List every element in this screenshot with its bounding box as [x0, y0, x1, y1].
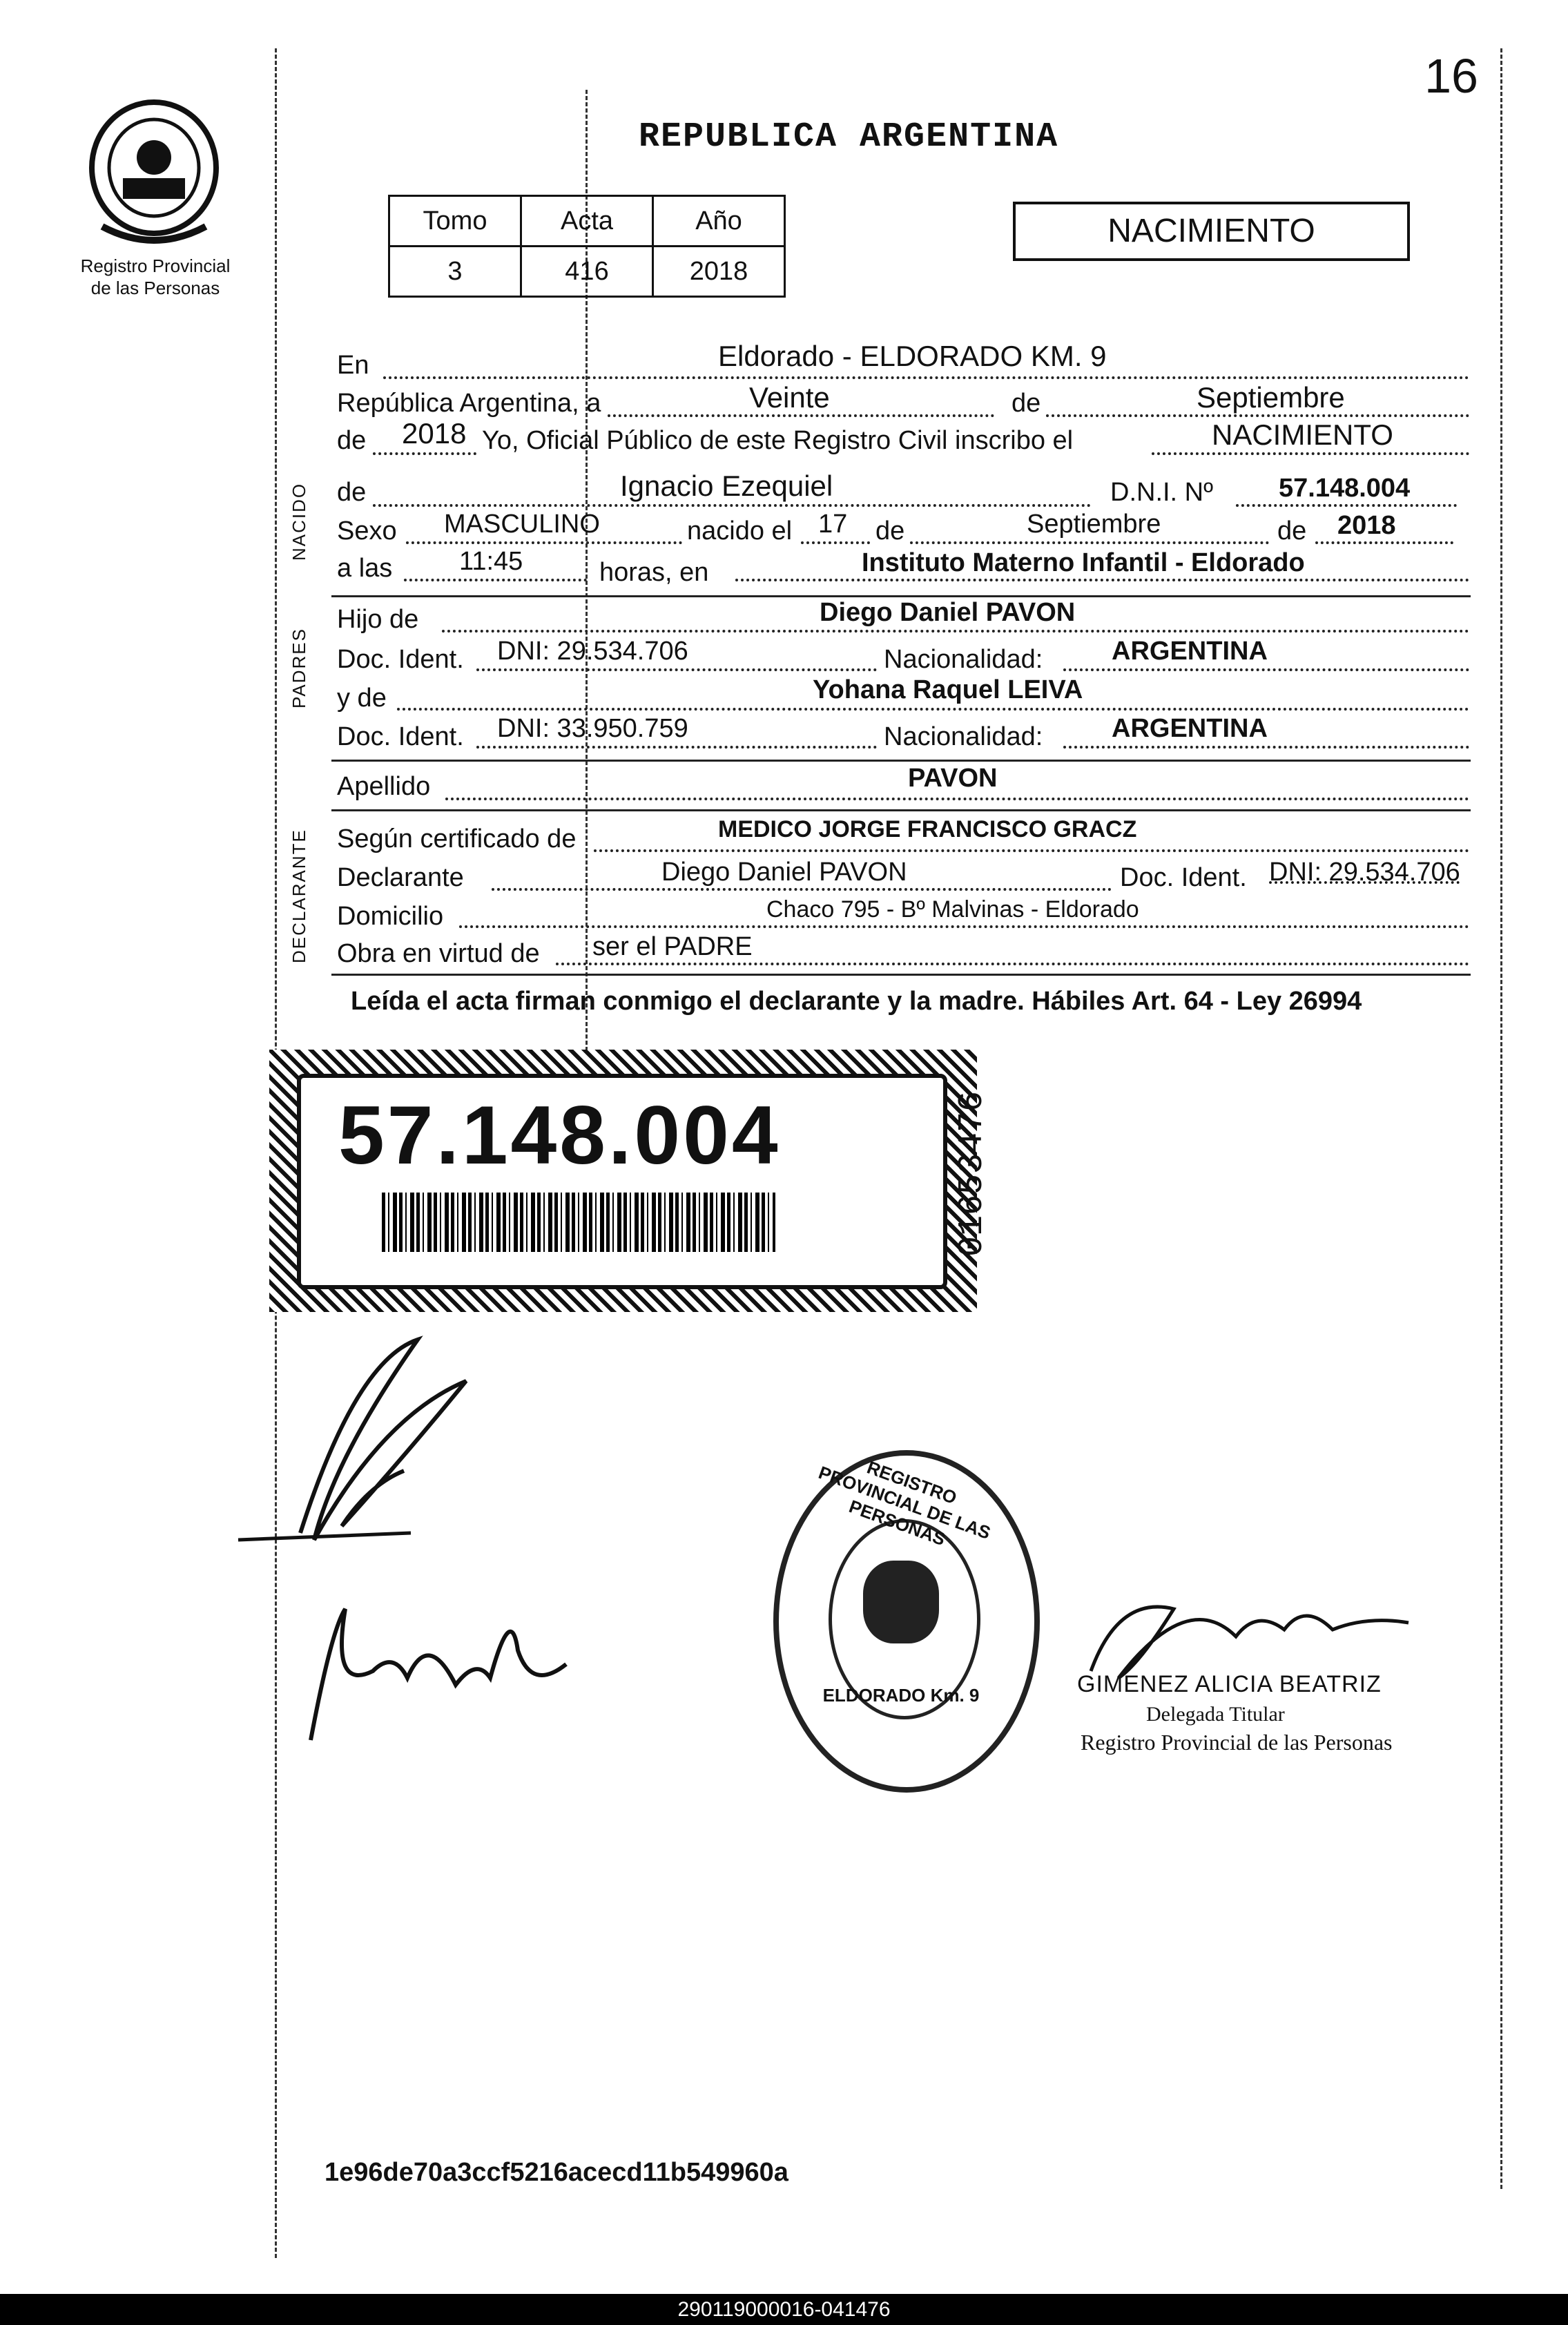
stamp-emblem-icon: [863, 1561, 939, 1643]
dots-apellido: [445, 798, 1469, 800]
label-de-mes: de: [1012, 389, 1041, 418]
value-anio: 2018: [402, 417, 467, 450]
officer-organization: Registro Provincial de las Personas: [1081, 1730, 1393, 1755]
dni-barcode: [382, 1193, 775, 1252]
right-margin-line: [1500, 48, 1502, 2189]
anio-value: 2018: [653, 247, 785, 297]
label-nacionalidad-padre: Nacionalidad:: [884, 645, 1043, 674]
officer-role: Delegada Titular: [1146, 1703, 1285, 1726]
dots-obra: [556, 963, 1469, 965]
value-mes-nac: Septiembre: [1027, 510, 1161, 539]
stamp-inner-text: ELDORADO Km. 9: [822, 1685, 980, 1706]
divider-nacido: [331, 595, 1471, 597]
dots-lugar-nac: [735, 579, 1469, 581]
label-doc-ident-declarante: Doc. Ident.: [1120, 863, 1247, 892]
dots-declarante: [492, 888, 1112, 891]
dots-dni: [1236, 504, 1457, 507]
value-domicilio: Chaco 795 - Bº Malvinas - Eldorado: [766, 896, 1139, 923]
label-apellido: Apellido: [337, 772, 431, 801]
dots-sexo: [406, 541, 682, 544]
value-declarante-doc: DNI: 29.534.706: [1269, 858, 1460, 887]
dots-en: [383, 376, 1469, 379]
label-de-anio-nac: de: [1277, 517, 1307, 546]
label-sexo: Sexo: [337, 517, 397, 546]
label-domicilio: Domicilio: [337, 902, 444, 931]
dots-padre-doc: [476, 668, 877, 671]
dots-domicilio: [459, 925, 1469, 928]
closing-statement: Leída el acta firman conmigo el declarante y la madre. Hábiles Art. 64 - Ley 26994: [351, 987, 1362, 1016]
dots-certificado: [594, 849, 1469, 852]
value-lugar: Eldorado - ELDORADO KM. 9: [718, 340, 1107, 372]
dots-padre: [442, 630, 1469, 633]
stamp-ring-text: REGISTRO PROVINCIAL DE LAS PERSONAS: [815, 1456, 994, 1550]
value-sexo: MASCULINO: [444, 510, 600, 539]
document-hash: 1e96de70a3ccf5216acecd11b549960a: [325, 2158, 788, 2187]
value-nombre: Ignacio Ezequiel: [620, 470, 833, 502]
label-horas-en: horas, en: [599, 558, 709, 587]
tomo-value: 3: [389, 247, 521, 297]
dni-sticker-number: 57.148.004: [338, 1089, 781, 1181]
tomo-acta-anio-table: [388, 195, 786, 298]
divider-apellido: [331, 809, 1471, 811]
document-type-box: [1013, 202, 1410, 261]
value-padre-doc: DNI: 29.534.706: [497, 637, 688, 666]
value-madre-nac: ARGENTINA: [1112, 714, 1268, 743]
acta-header: Acta: [521, 196, 653, 247]
acta-value: 416: [521, 247, 653, 297]
dots-anio: [373, 452, 476, 455]
value-padre-nac: ARGENTINA: [1112, 637, 1268, 666]
dots-anio-nac: [1315, 541, 1453, 544]
value-dni: 57.148.004: [1279, 474, 1411, 503]
label-declarante: Declarante: [337, 863, 464, 892]
declarant-signature: [231, 1333, 507, 1561]
side-label-declarante: DECLARANTE: [289, 829, 309, 963]
label-obra-en-virtud: Obra en virtud de: [337, 939, 540, 968]
dots-dia-nac: [801, 541, 870, 544]
value-apellido: PAVON: [908, 764, 998, 793]
dots-madre-doc: [476, 746, 877, 749]
label-en: En: [337, 351, 369, 380]
value-lugar-nac: Instituto Materno Infantil - Eldorado: [862, 548, 1305, 577]
divider-declarante: [331, 974, 1471, 976]
dots-padre-nac: [1063, 668, 1469, 671]
label-de-anio: de: [337, 426, 367, 455]
label-republica: República Argentina, a: [337, 389, 601, 418]
dots-nombre: [373, 504, 1091, 507]
label-doc-ident-padre: Doc. Ident.: [337, 645, 464, 674]
label-a-las: a las: [337, 554, 393, 583]
label-nacido-el: nacido el: [687, 517, 793, 546]
dots-dia: [608, 414, 994, 417]
tomo-header: Tomo: [389, 196, 521, 247]
label-dni: D.N.I. Nº: [1110, 478, 1213, 507]
page-number: 16: [1424, 49, 1478, 103]
province-seal-logo: [81, 95, 226, 247]
value-certificado: MEDICO JORGE FRANCISCO GRACZ: [718, 816, 1137, 842]
value-dia: Veinte: [749, 381, 830, 414]
value-obra: ser el PADRE: [592, 932, 753, 961]
value-hora: 11:45: [459, 547, 523, 576]
mother-signature: [290, 1588, 580, 1747]
label-yo-oficial: Yo, Oficial Público de este Registro Civil inscribo el: [482, 426, 1074, 455]
logo-caption-line2: de las Personas: [90, 278, 220, 298]
dots-mes: [1046, 414, 1469, 417]
label-de-mes-nac: de: [875, 517, 905, 546]
document-type-label: NACIMIENTO: [1107, 213, 1315, 249]
side-label-nacido: NACIDO: [289, 482, 309, 561]
divider-padres: [331, 760, 1471, 762]
value-acto: NACIMIENTO: [1212, 418, 1393, 451]
value-declarante: Diego Daniel PAVON: [661, 858, 907, 887]
footer-code-bar: 290119000016-041476: [0, 2294, 1568, 2325]
side-label-padres: PADRES: [289, 628, 309, 708]
dots-madre: [397, 708, 1469, 711]
label-doc-ident-madre: Doc. Ident.: [337, 722, 464, 751]
dots-acto: [1152, 452, 1469, 455]
value-mes: Septiembre: [1197, 381, 1345, 414]
dni-sticker-serial: 01653476: [953, 1090, 992, 1257]
logo-caption-line1: Registro Provincial: [80, 255, 231, 276]
label-y-de: y de: [337, 684, 387, 713]
dots-madre-nac: [1063, 746, 1469, 749]
value-dia-nac: 17: [818, 510, 848, 539]
dots-mes-nac: [910, 541, 1269, 544]
label-segun-certificado: Según certificado de: [337, 824, 577, 853]
value-madre: Yohana Raquel LEIVA: [813, 675, 1083, 704]
dots-hora: [404, 579, 587, 581]
page-title: REPUBLICA ARGENTINA: [639, 117, 1059, 157]
label-de-nombre: de: [337, 478, 367, 507]
value-anio-nac: 2018: [1337, 511, 1396, 540]
officer-name: GIMENEZ ALICIA BEATRIZ: [1077, 1671, 1382, 1697]
value-padre: Diego Daniel PAVON: [820, 598, 1076, 627]
label-nacionalidad-madre: Nacionalidad:: [884, 722, 1043, 751]
value-madre-doc: DNI: 33.950.759: [497, 714, 688, 743]
anio-header: Año: [653, 196, 785, 247]
label-hijo-de: Hijo de: [337, 605, 419, 634]
